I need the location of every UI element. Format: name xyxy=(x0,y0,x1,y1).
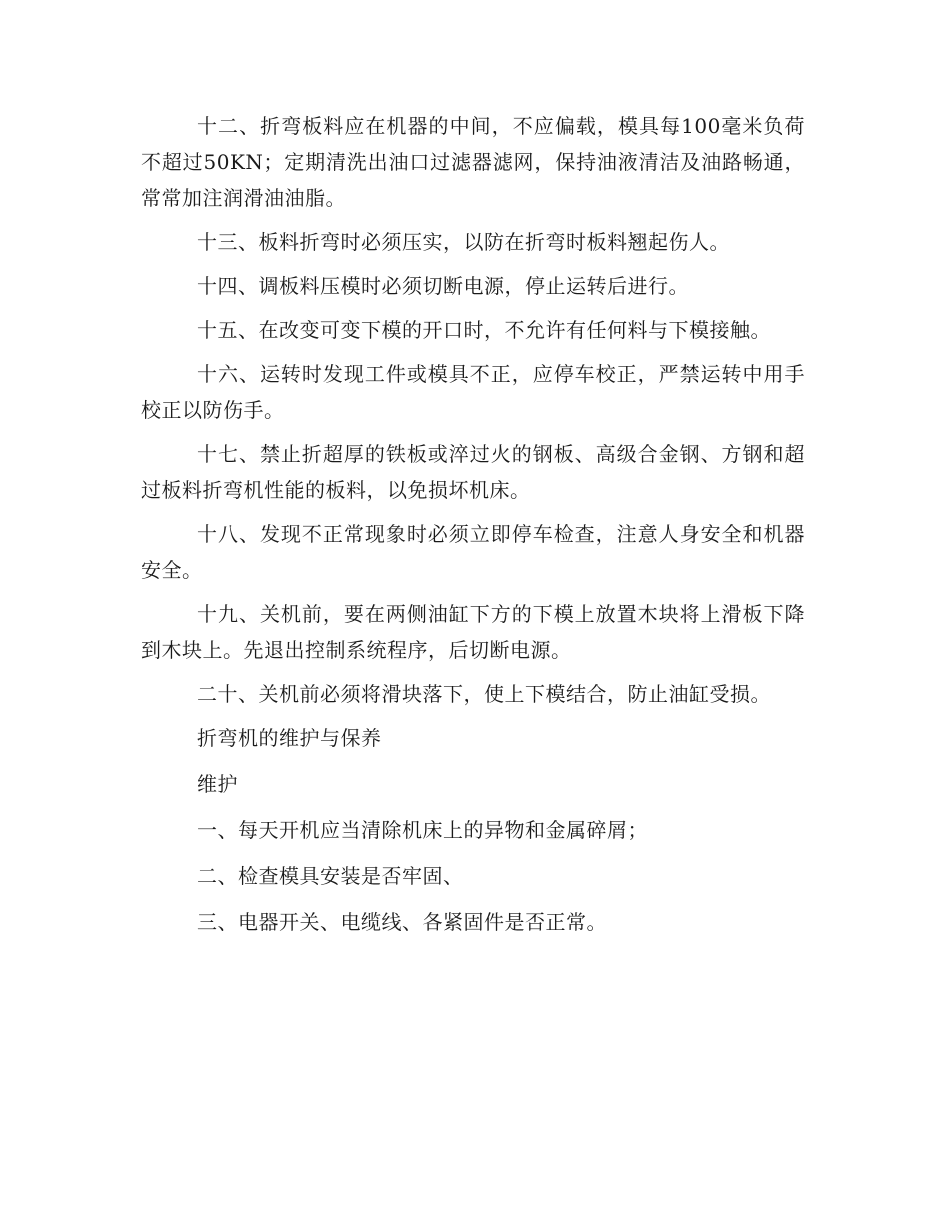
rule-paragraph-12: 十二、折弯板料应在机器的中间，不应偏载，模具每100毫米负荷不超过50KN；定期清洗出油口过滤器滤网，保持油液清洁及油路畅通，常常加注润滑油油脂。 xyxy=(141,114,805,210)
rule-paragraph-14: 十四、调板料压模时必须切断电源，停止运转后进行。 xyxy=(197,274,689,298)
document-body xyxy=(141,108,805,950)
maintenance-item-1: 一、每天开机应当清除机床上的异物和金属碎屑； xyxy=(197,818,648,842)
rule-paragraph-13: 十三、板料折弯时必须压实，以防在折弯时板料翘起伤人。 xyxy=(197,230,730,254)
rule-paragraph-15: 十五、在改变可变下模的开口时，不允许有任何料与下模接触。 xyxy=(197,318,771,342)
maintenance-item-3: 三、电器开关、电缆线、各紧固件是否正常。 xyxy=(197,910,607,934)
rule-paragraph-18: 十八、发现不正常现象时必须立即停车检查，注意人身安全和机器安全。 xyxy=(141,522,805,582)
subsection-title: 维护 xyxy=(197,772,238,796)
section-title: 折弯机的维护与保养 xyxy=(197,726,382,750)
rule-paragraph-19: 十九、关机前，要在两侧油缸下方的下模上放置木块将上滑板下降到木块上。先退出控制系统程序，后切断电源。 xyxy=(141,602,805,662)
rule-paragraph-17: 十七、禁止折超厚的铁板或淬过火的钢板、高级合金钢、方钢和超过板料折弯机性能的板料，以免损坏机床。 xyxy=(141,442,805,502)
maintenance-item-2: 二、检查模具安装是否牢固、 xyxy=(197,864,464,888)
rule-paragraph-16: 十六、运转时发现工件或模具不正，应停车校正，严禁运转中用手校正以防伤手。 xyxy=(141,362,805,422)
rule-paragraph-20: 二十、关机前必须将滑块落下，使上下模结合，防止油缸受损。 xyxy=(197,682,771,706)
